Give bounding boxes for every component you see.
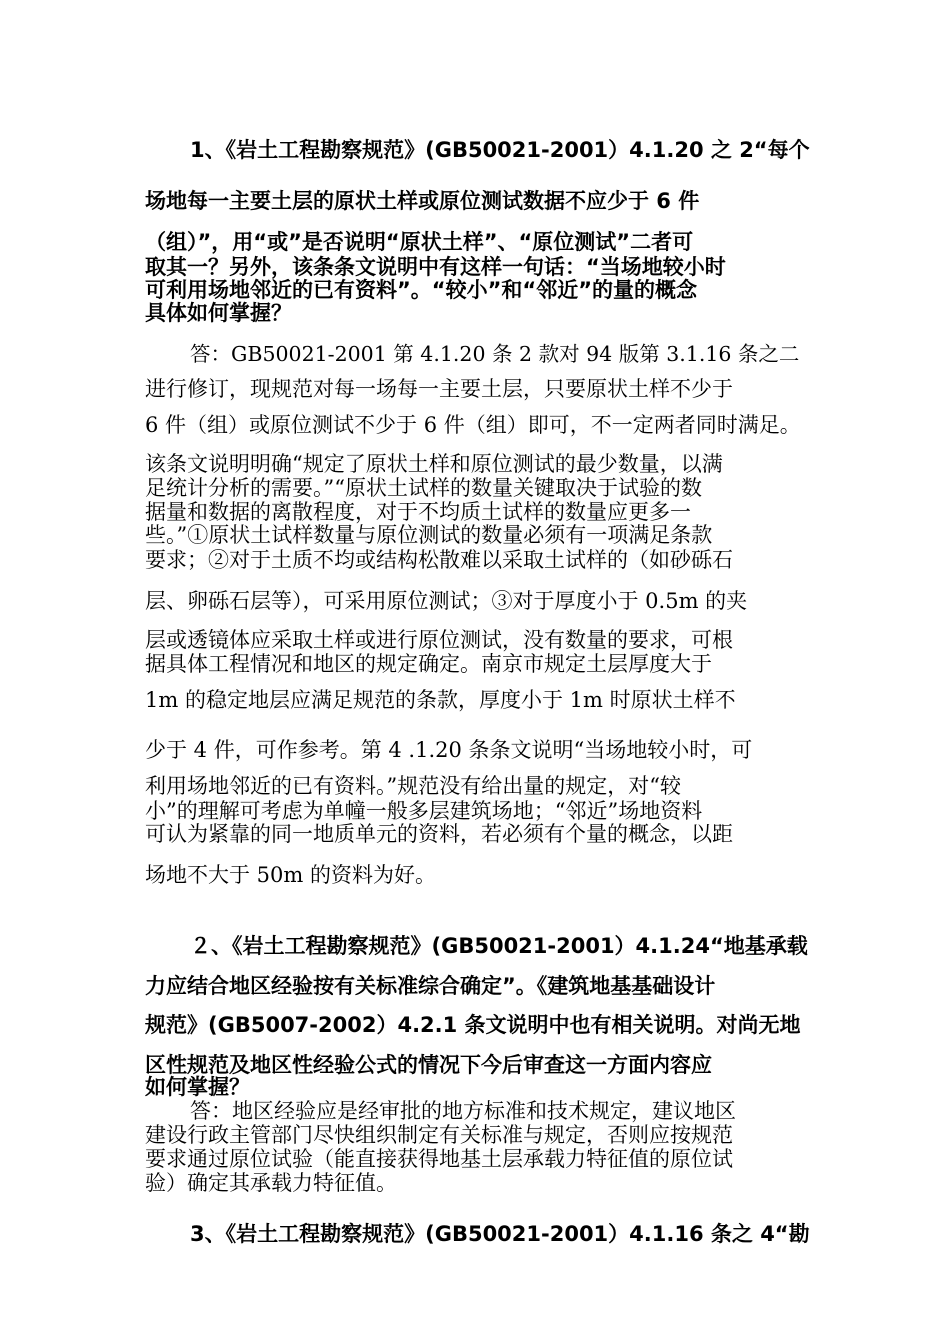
question-1-line: 具体如何掌握？ — [145, 301, 292, 325]
question-1-line: （组）”，用“或”是否说明“原状土样”、“原位测试”二者可 — [145, 230, 694, 254]
answer-1-line: 1m 的稳定地层应满足规范的条款，厚度小于 1m 时原状土样不 — [145, 688, 736, 712]
answer-1-line: 小”的理解可考虑为单幢一般多层建筑场地；“邻近”场地资料 — [145, 799, 703, 823]
answer-2-line: 要求通过原位试验（能直接获得地基土层承载力特征值的原位试 — [145, 1147, 733, 1171]
question-1-line: 1、《岩土工程勘察规范》(GB50021-2001）4.1.20 之 2“每个 — [190, 138, 810, 162]
answer-2-line: 答：地区经验应是经审批的地方标准和技术规定，建议地区 — [190, 1099, 736, 1123]
answer-1-line: 些。”①原状土试样数量与原位测试的数量必须有一项满足条款 — [145, 523, 713, 547]
answer-1-line: 层、卵砾石层等），可采用原位测试；③对于厚度小于 0.5m 的夹 — [145, 589, 748, 613]
answer-1-line: 场地不大于 50m 的资料为好。 — [145, 863, 436, 887]
answer-1-line: 要求；②对于土质不均或结构松散难以采取土试样的（如砂砾石 — [145, 548, 733, 572]
answer-1-line: 6 件（组）或原位测试不少于 6 件（组）即可，不一定两者同时满足。 — [145, 413, 801, 437]
answer-1-line: 足统计分析的需要。”“原状土试样的数量关键取决于试验的数 — [145, 476, 702, 500]
question-1-line: 可利用场地邻近的已有资料”。“较小”和“邻近”的量的概念 — [145, 278, 698, 302]
question-2-line: ２、《岩土工程勘察规范》(GB50021-2001）4.1.24“地基承载 — [190, 934, 808, 958]
answer-2-line: 建设行政主管部门尽快组织制定有关标准与规定，否则应按规范 — [145, 1123, 733, 1147]
answer-1-line: 进行修订，现规范对每一场每一主要土层，只要原状土样不少于 — [145, 377, 733, 401]
answer-1-line: 据量和数据的离散程度，对于不均质土试样的数量应更多一 — [145, 500, 691, 524]
answer-1-line: 少于 4 件，可作参考。第 4 .1.20 条条文说明“当场地较小时，可 — [145, 738, 753, 762]
question-2-line: 力应结合地区经验按有关标准综合确定”。《建筑地基基础设计 — [145, 974, 716, 998]
answer-1-line: 答：GB50021-2001 第 4.1.20 条 2 款对 94 版第 3.1.16 条之二 — [190, 342, 800, 366]
answer-1-line: 可认为紧靠的同一地质单元的资料，若必须有个量的概念，以距 — [145, 822, 733, 846]
question-1-line: 场地每一主要土层的原状土样或原位测试数据不应少于 6 件 — [145, 189, 700, 213]
question-2-line: 规范》(GB5007-2002）4.2.1 条文说明中也有相关说明。对尚无地 — [145, 1013, 801, 1037]
answer-2-line: 验）确定其承载力特征值。 — [145, 1171, 397, 1195]
answer-1-line: 该条文说明明确“规定了原状土样和原位测试的最少数量，以满 — [145, 452, 723, 476]
answer-1-line: 层或透镜体应采取土样或进行原位测试，没有数量的要求，可根 — [145, 628, 733, 652]
answer-1-line: 利用场地邻近的已有资料。”规范没有给出量的规定，对“较 — [145, 774, 681, 798]
answer-1-line: 据具体工程情况和地区的规定确定。南京市规定土层厚度大于 — [145, 652, 712, 676]
question-2-line: 区性规范及地区性经验公式的情况下今后审查这一方面内容应 — [145, 1053, 712, 1077]
question-3-line: 3、《岩土工程勘察规范》(GB50021-2001）4.1.16 条之 4“勘 — [190, 1222, 810, 1246]
question-1-line: 取其一？另外，该条条文说明中有这样一句话：“当场地较小时 — [145, 255, 726, 279]
question-2-line: 如何掌握？ — [145, 1075, 250, 1099]
